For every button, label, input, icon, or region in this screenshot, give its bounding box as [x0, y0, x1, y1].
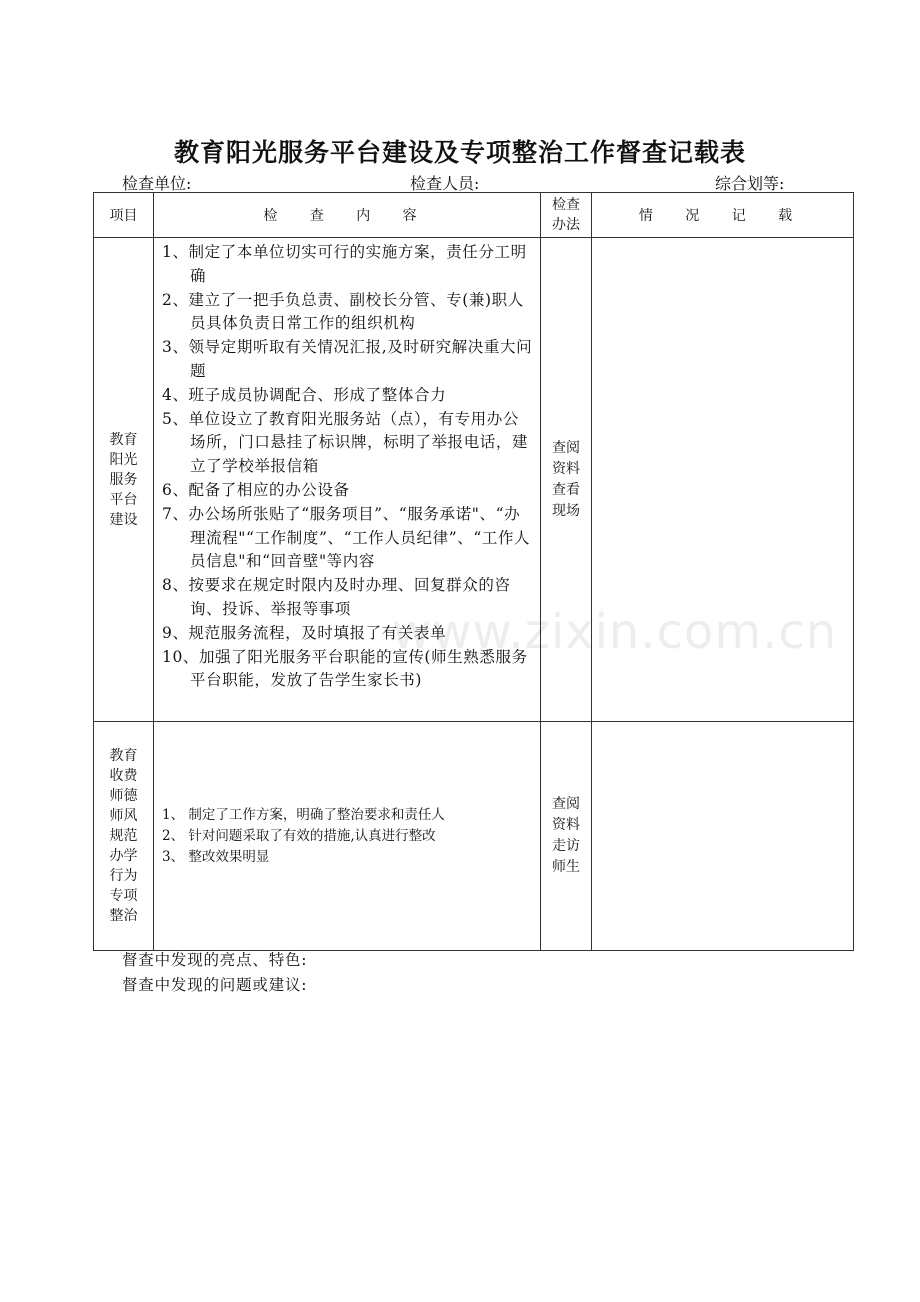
inspection-unit-label: 检查单位:	[122, 174, 192, 193]
category-text: 行为	[109, 868, 138, 884]
inspector-label: 检查人员:	[410, 174, 480, 193]
header-method	[541, 193, 592, 238]
table-header-row	[94, 193, 854, 238]
check-item: 10、加强了阳光服务平台职能的宣传(师生熟悉服务平台职能，发放了告学生家长书)	[162, 647, 528, 690]
content-cell	[154, 722, 541, 951]
category-cell	[94, 722, 154, 951]
method-text: 走访	[552, 838, 580, 854]
category-cell	[94, 238, 154, 722]
check-item: 8、按要求在规定时限内及时办理、回复群众的咨询、投诉、举报等事项	[162, 576, 511, 618]
check-item: 2、 针对问题采取了有效的措施,认真进行整改	[162, 827, 436, 844]
category-text: 阳光	[109, 451, 138, 468]
category-text: 师德	[109, 788, 138, 804]
highlights-label: 督查中发现的亮点、特色:	[122, 951, 308, 969]
check-item: 9、规范服务流程，及时填报了有关表单	[162, 623, 447, 642]
category-text: 教育	[109, 431, 138, 448]
overall-grade-label: 综合划等:	[715, 174, 785, 193]
category-text: 收费	[109, 768, 138, 784]
check-item: 5、单位设立了教育阳光服务站（点），有专用办公场所，门口悬挂了标识牌，标明了举报电话，建立了学校举报信箱	[162, 409, 529, 476]
inspection-table	[93, 192, 854, 951]
method-text: 查阅	[552, 439, 580, 456]
category-text: 专项	[109, 888, 138, 904]
category-text: 整治	[109, 908, 138, 924]
watermark: www.zixin.com.cn	[392, 604, 838, 660]
check-item: 1、制定了本单位切实可行的实施方案，责任分工明确	[162, 243, 527, 285]
record-cell[interactable]	[592, 722, 854, 951]
method-text: 资料	[552, 817, 580, 833]
header-method-line1: 检查	[552, 197, 580, 213]
check-item: 7、办公场所张贴了“服务项目”、“服务承诺"、“办理流程"“工作制度”、“工作人员纪律”、“工作人员信息"和“回音壁"等内容	[162, 504, 531, 571]
category-text: 规范	[109, 828, 138, 844]
check-item: 6、配备了相应的办公设备	[162, 480, 350, 499]
check-item: 1、 制定了工作方案，明确了整治要求和责任人	[162, 806, 445, 823]
method-text: 师生	[552, 859, 580, 875]
method-text: 查看	[552, 481, 580, 498]
header-content: 检 查 内 容	[154, 193, 541, 238]
header-item: 项目	[94, 193, 154, 238]
page-title: 教育阳光服务平台建设及专项整治工作督查记载表	[173, 138, 746, 167]
category-text: 师风	[109, 808, 138, 824]
header-record: 情 况 记 载	[592, 193, 854, 238]
category-text: 平台	[109, 491, 138, 508]
header-method-line2: 办法	[552, 217, 580, 233]
issues-label: 督查中发现的问题或建议:	[122, 976, 308, 994]
table-row	[94, 722, 854, 951]
category-text: 服务	[109, 471, 138, 488]
check-item: 3、 整改效果明显	[162, 848, 270, 865]
category-text: 建设	[109, 511, 138, 528]
category-text: 教育	[109, 748, 138, 764]
check-item: 3、领导定期听取有关情况汇报,及时研究解决重大问题	[162, 338, 533, 380]
method-text: 查阅	[552, 796, 580, 812]
category-text: 办学	[109, 848, 138, 864]
check-item: 4、班子成员协调配合、形成了整体合力	[162, 385, 447, 404]
method-text: 现场	[552, 502, 580, 519]
check-item: 2、建立了一把手负总责、副校长分管、专(兼)职人员具体负责日常工作的组织机构	[162, 290, 524, 333]
method-cell	[541, 722, 592, 951]
method-text: 资料	[552, 460, 580, 477]
